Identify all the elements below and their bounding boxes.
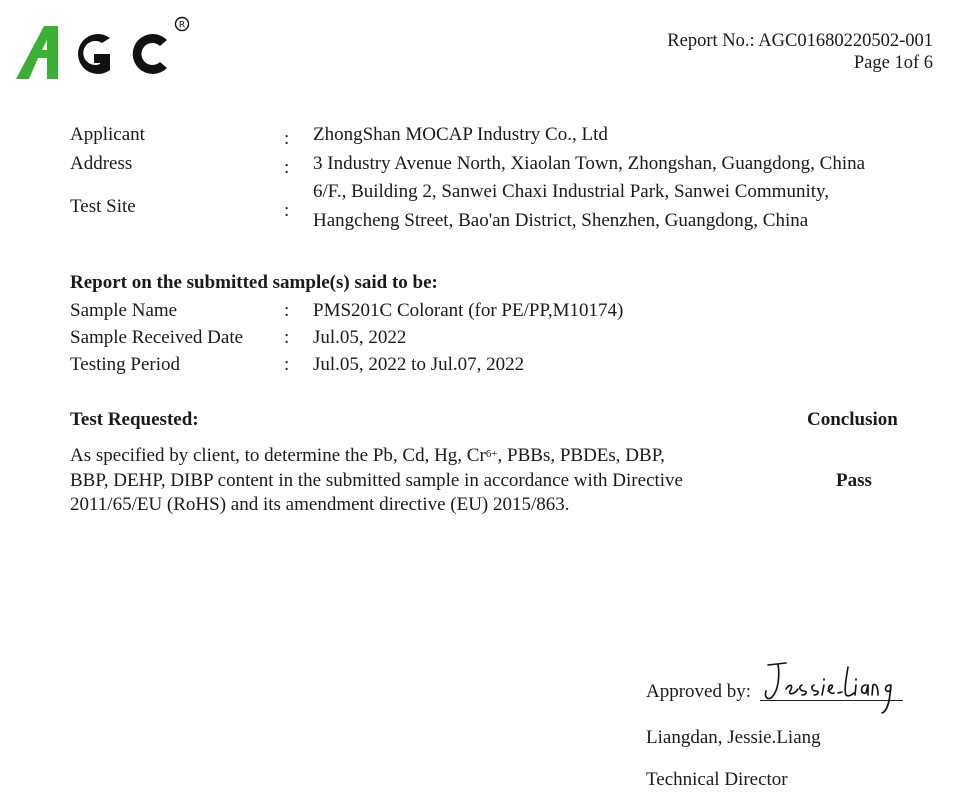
signature-line <box>760 700 903 701</box>
svg-text:R: R <box>178 20 186 31</box>
test-text-line1 <box>70 444 750 469</box>
test-site-label: Test Site <box>70 196 136 217</box>
testing-period-label: Testing Period <box>70 354 181 375</box>
test-text-line3: 2011/65/EU (RoHS) and its amendment directive (EU) 2015/863. <box>70 494 570 515</box>
test-text-part2: , PBBs, PBDEs, DBP, <box>497 445 665 466</box>
test-text-part1: As specified by client, to determine the Pb, Cd, Hg, Cr <box>70 445 486 466</box>
applicant-label: Applicant <box>70 124 145 145</box>
signature <box>756 655 906 715</box>
address-label: Address <box>70 153 133 174</box>
page-indicator: Page 1of 6 <box>853 53 933 73</box>
address-value: 3 Industry Avenue North, Xiaolan Town, Zhongshan, Guangdong, China <box>313 153 866 174</box>
report-number: AGC01680220502-001 <box>758 31 933 51</box>
test-site-row <box>70 178 910 236</box>
sample-name-label: Sample Name <box>70 300 178 321</box>
sample-received-value: Jul.05, 2022 <box>313 327 407 348</box>
agc-logo <box>14 12 204 92</box>
sample-section-title: Report on the submitted sample(s) said to be: <box>70 272 438 293</box>
applicant-value: ZhongShan MOCAP Industry Co., Ltd <box>313 124 608 145</box>
approved-by-label: Approved by: <box>646 681 752 702</box>
colon: : <box>284 327 290 348</box>
report-number-label: Report No.: <box>667 31 755 51</box>
colon: : <box>284 128 290 149</box>
colon: : <box>284 157 290 178</box>
test-requested-title: Test Requested: <box>70 409 199 430</box>
colon: : <box>284 300 290 321</box>
test-site-value-line1: 6/F., Building 2, Sanwei Chaxi Industrial Park, Sanwei Community, <box>313 181 830 202</box>
colon: : <box>284 354 290 375</box>
report-number-line <box>667 30 933 52</box>
test-text-line2: BBP, DEHP, DIBP content in the submitted sample in accordance with Directive <box>70 469 683 491</box>
superscript: 6+ <box>485 448 498 460</box>
colon: : <box>284 200 290 221</box>
conclusion-header: Conclusion <box>807 409 898 430</box>
conclusion-value: Pass <box>836 470 872 491</box>
testing-period-value: Jul.05, 2022 to Jul.07, 2022 <box>313 354 525 375</box>
sample-received-label: Sample Received Date <box>70 327 244 348</box>
test-requested-text <box>70 444 750 518</box>
sample-name-value: PMS201C Colorant (for PE/PP,M10174) <box>313 300 624 321</box>
signer-title: Technical Director <box>646 769 788 790</box>
test-site-value-line2: Hangcheng Street, Bao'an District, Shenzhen, Guangdong, China <box>313 210 809 231</box>
report-header <box>667 30 933 74</box>
signer-name: Liangdan, Jessie.Liang <box>646 727 821 748</box>
